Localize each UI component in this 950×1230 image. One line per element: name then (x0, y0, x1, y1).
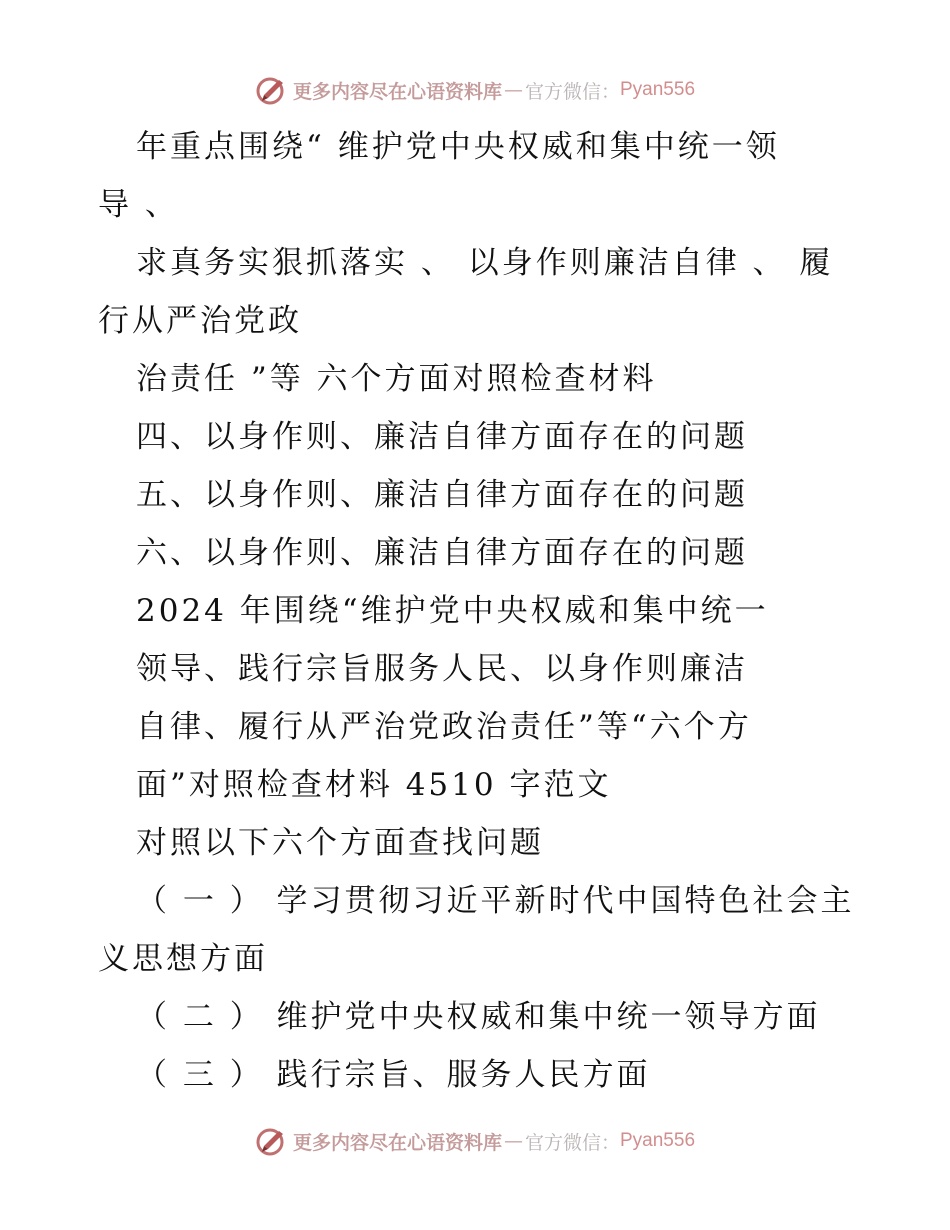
watermark-official-label: 官方微信： (524, 80, 620, 103)
text-line: 义思想方面 (98, 941, 268, 977)
pen-logo-icon (255, 73, 289, 107)
text-line: 对照以下六个方面查找问题 (136, 825, 544, 861)
text-line: 年重点围绕“ 维护党中央权威和集中统一领 (136, 129, 780, 165)
pen-logo-icon (255, 1124, 289, 1158)
text-line: （ 二 ） 维护党中央权威和集中统一领导方面 (136, 999, 821, 1035)
text-line: 领导、践行宗旨服务人民、以身作则廉洁 (136, 651, 748, 687)
watermark-wechat-id: Pyan556 (620, 1130, 696, 1151)
watermark-dash: — (503, 79, 523, 101)
watermark-brand: 更多内容尽在心语资料库 (292, 80, 502, 103)
text-line: （ 三 ） 践行宗旨、服务人民方面 (136, 1057, 651, 1093)
text-line: 求真务实狠抓落实 、 以身作则廉洁自律 、 履 (136, 245, 834, 281)
watermark-dash: — (503, 1130, 523, 1152)
text-line: 2024 年围绕“维护党中央权威和集中统一 (136, 593, 769, 629)
text-line: 四、以身作则、廉洁自律方面存在的问题 (136, 419, 748, 455)
text-line: 六、以身作则、廉洁自律方面存在的问题 (136, 535, 748, 571)
footer-watermark (0, 1121, 950, 1161)
header-watermark (0, 70, 950, 110)
text-line: 自律、履行从严治党政治责任”等“六个方 (136, 709, 752, 745)
text-line: 治责任 ”等 六个方面对照检查材料 (136, 361, 657, 397)
watermark-official-label: 官方微信： (524, 1131, 620, 1154)
text-line: （ 一 ） 学习贯彻习近平新时代中国特色社会主 (136, 883, 855, 919)
text-line: 导 、 (98, 187, 179, 223)
text-line: 面”对照检查材料 4510 字范文 (136, 767, 612, 803)
watermark-wechat-id: Pyan556 (620, 79, 696, 100)
text-line: 五、以身作则、廉洁自律方面存在的问题 (136, 477, 748, 513)
watermark-brand: 更多内容尽在心语资料库 (292, 1131, 502, 1154)
text-line: 行从严治党政 (98, 303, 302, 339)
